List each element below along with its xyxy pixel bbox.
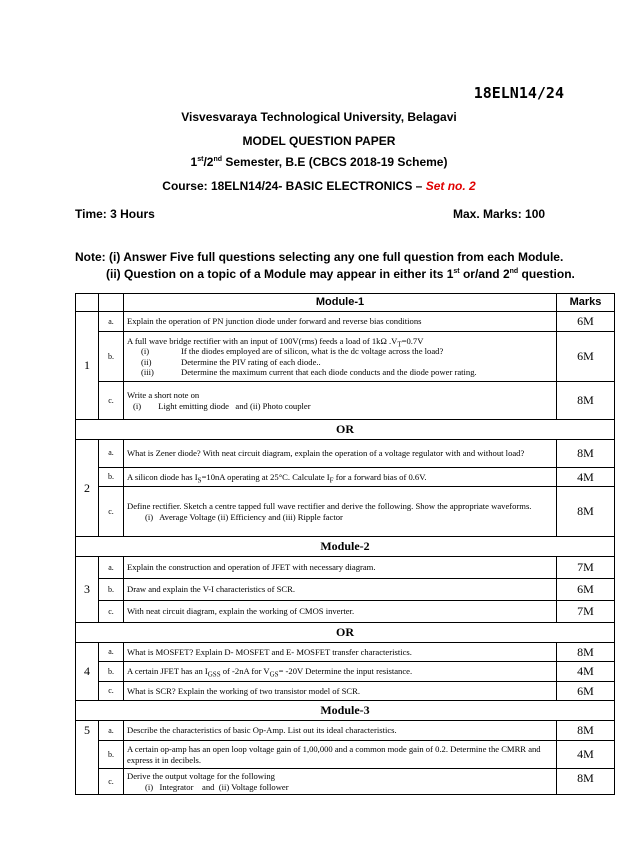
marks-4c: 6M [557, 681, 615, 701]
table-row: b. A full wave bridge rectifier with an input of 100V(rms) feeds a load of 1kΩ $.V_T=0.7V$ (i) If the diodes employed are of silicon, what is the dc voltage across the load? (ii) Determine the PIV rating of each diode.. (iii) Determine the maximum current that each diode conducts and the diode power rating. 6M [76, 332, 615, 382]
table-row: c. What is SCR? Explain the working of two transistor model of SCR. 6M [76, 681, 615, 701]
university-name: Visvesvaraya Technological University, Belagavi [181, 110, 457, 124]
marks-2a: 8M [557, 439, 615, 467]
question-5a: Describe the characteristics of basic Op-Amp. List out its ideal characteristics. [124, 721, 557, 741]
marks-5b: 4M [557, 741, 615, 769]
note-line-2: (ii) Question on a topic of a Module may appear in either its 1st or/and 2nd question. [106, 267, 575, 281]
question-3c: With neat circuit diagram, explain the working of CMOS inverter. [124, 600, 557, 622]
marks-4b: 4M [557, 662, 615, 682]
question-2b: A silicon diode has $I_S=10nA$ operating at 25°C. Calculate $I_F$ for a forward bias of 0.6V. [124, 467, 557, 487]
question-number-5: 5 [76, 721, 99, 795]
marks-2c: 8M [557, 487, 615, 537]
note-line-1: Note: (i) Answer Five full questions selecting any one full question from each Module. [75, 250, 564, 264]
marks-5a: 8M [557, 721, 615, 741]
table-row: b. A certain JFET has an $I_{GSS}$ of -2nA for $V_{GS}= -20V$ Determine the input resistance. 4M [76, 662, 615, 682]
question-5c: Derive the output voltage for the following (i) Integrator and (ii) Voltage follower [124, 769, 557, 795]
question-number-2: 2 [76, 439, 99, 537]
table-row: c. Write a short note on (i) Light emitting diode and (ii) Photo coupler 8M [76, 382, 615, 420]
table-row: 3 a. Explain the construction and operation of JFET with necessary diagram. 7M [76, 556, 615, 578]
semester-line: 1st/2nd Semester, B.E (CBCS 2018-19 Scheme) [190, 155, 448, 169]
question-3a: Explain the construction and operation of JFET with necessary diagram. [124, 556, 557, 578]
table-row: b. A silicon diode has $I_S=10nA$ operating at 25°C. Calculate $I_F$ for a forward bias of 0.6V. 4M [76, 467, 615, 487]
table-row: 5 a. Describe the characteristics of basic Op-Amp. List out its ideal characteristics. 8M [76, 721, 615, 741]
marks-1b: 6M [557, 332, 615, 382]
question-4c: What is SCR? Explain the working of two transistor model of SCR. [124, 681, 557, 701]
question-4b: A certain JFET has an $I_{GSS}$ of -2nA for $V_{GS}= -20V$ Determine the input resistance. [124, 662, 557, 682]
or-separator-2: OR [76, 622, 615, 642]
question-1a: Explain the operation of PN junction diode under forward and reverse bias conditions [124, 312, 557, 332]
module-2-heading: Module-2 [76, 537, 615, 557]
table-row: b. Draw and explain the V-I characteristics of SCR. 6M [76, 578, 615, 600]
question-4a: What is MOSFET? Explain D- MOSFET and E- MOSFET transfer characteristics. [124, 642, 557, 662]
module-1-heading: Module-1 [124, 294, 557, 312]
marks-5c: 8M [557, 769, 615, 795]
or-separator-1: OR [76, 420, 615, 440]
marks-3b: 6M [557, 578, 615, 600]
table-row: c. Define rectifier. Sketch a centre tapped full wave rectifier and derive the following. Show the appropriate waveforms. (i) Average Voltage (ii) Efficiency and (iii) Ripple factor 8M [76, 487, 615, 537]
marks-3c: 7M [557, 600, 615, 622]
question-number-3: 3 [76, 556, 99, 622]
question-table [75, 293, 615, 795]
time-allowed: Time: 3 Hours [75, 207, 155, 221]
paper-type: MODEL QUESTION PAPER [242, 134, 396, 148]
question-2c: Define rectifier. Sketch a centre tapped full wave rectifier and derive the following. Show the appropriate waveforms. (i) Average Voltage (ii) Efficiency and (iii) Ripple factor [124, 487, 557, 537]
question-3b: Draw and explain the V-I characteristics of SCR. [124, 578, 557, 600]
module-3-heading: Module-3 [76, 701, 615, 721]
table-row: c. With neat circuit diagram, explain the working of CMOS inverter. 7M [76, 600, 615, 622]
marks-4a: 8M [557, 642, 615, 662]
marks-1c: 8M [557, 382, 615, 420]
table-row: c. Derive the output voltage for the following (i) Integrator and (ii) Voltage follower 8M [76, 769, 615, 795]
paper-code: 18ELN14/24 [473, 84, 564, 102]
marks-1a: 6M [557, 312, 615, 332]
set-number: Set no. 2 [425, 179, 476, 193]
question-number-1: 1 [76, 312, 99, 420]
max-marks: Max. Marks: 100 [453, 207, 546, 221]
question-5b: A certain op-amp has an open loop voltage gain of 1,00,000 and a common mode gain of 0.2. Determine the CMRR and express it in decibels. [124, 741, 557, 769]
marks-3a: 7M [557, 556, 615, 578]
table-row: 2 a. What is Zener diode? With neat circuit diagram, explain the operation of a voltage regulator with and without load? 8M [76, 439, 615, 467]
table-row: 4 a. What is MOSFET? Explain D- MOSFET and E- MOSFET transfer characteristics. 8M [76, 642, 615, 662]
marks-heading: Marks [557, 294, 615, 312]
question-1c: Write a short note on (i) Light emitting diode and (ii) Photo coupler [124, 382, 557, 420]
table-row: b. A certain op-amp has an open loop voltage gain of 1,00,000 and a common mode gain of 0.2. Determine the CMRR and express it in decibels. 4M [76, 741, 615, 769]
marks-2b: 4M [557, 467, 615, 487]
question-2a: What is Zener diode? With neat circuit diagram, explain the operation of a voltage regulator with and without load? [124, 439, 557, 467]
course-line: Course: 18ELN14/24- BASIC ELECTRONICS – Set no. 2 [162, 179, 476, 193]
table-row: 1 a. Explain the operation of PN junction diode under forward and reverse bias conditions 6M [76, 312, 615, 332]
question-1b: A full wave bridge rectifier with an input of 100V(rms) feeds a load of 1kΩ $.V_T=0.7V$ (i) If the diodes employed are of silicon, what is the dc voltage across the load? (ii) Determine the PIV rating of each diode.. (iii) Determine the maximum current that each diode conducts and the diode power rating. [124, 332, 557, 382]
question-number-4: 4 [76, 642, 99, 701]
